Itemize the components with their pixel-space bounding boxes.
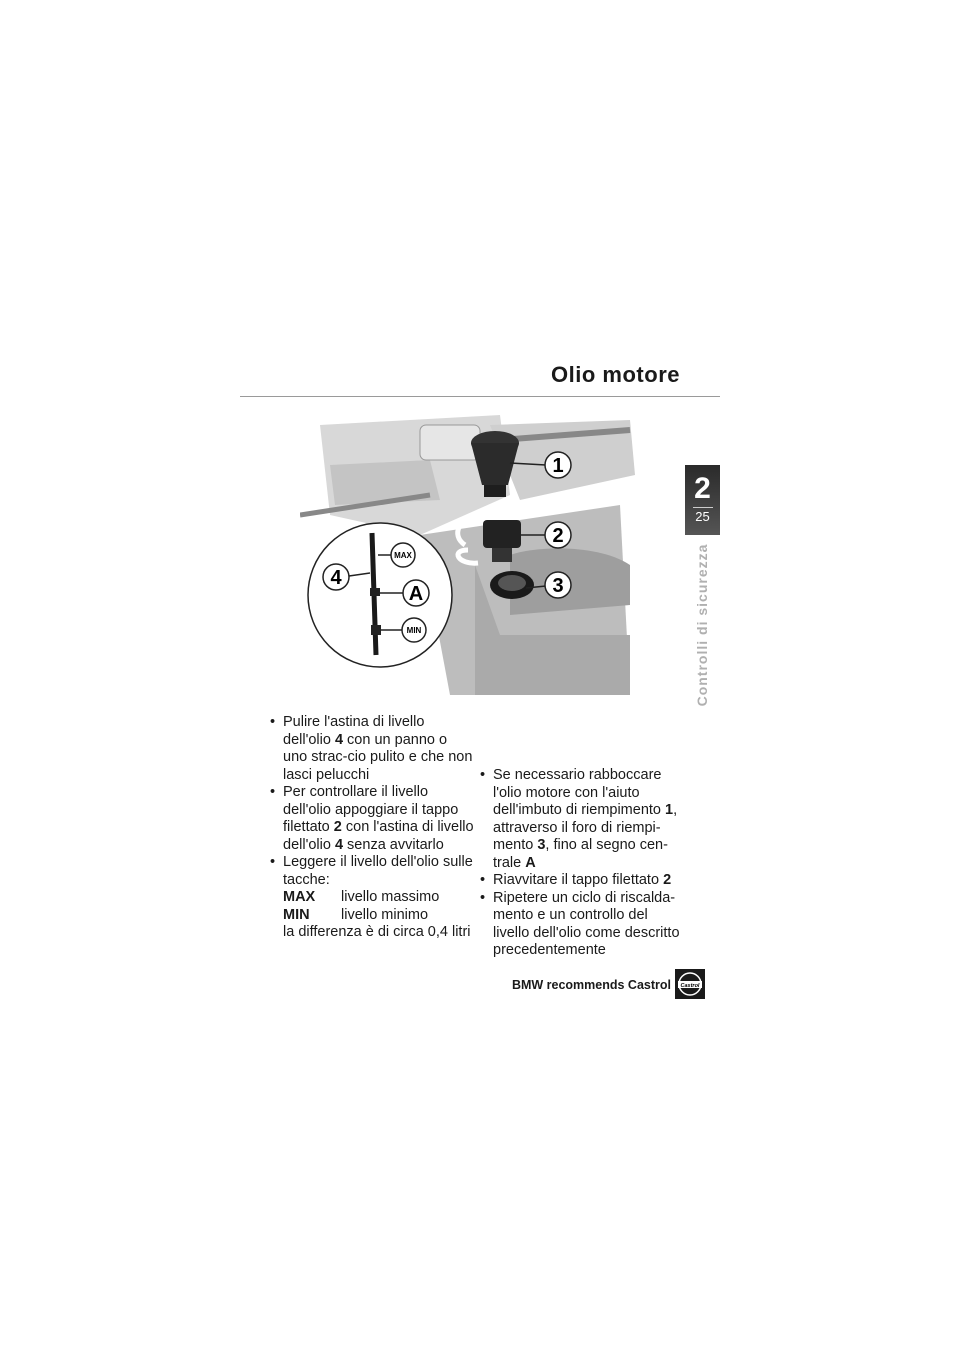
callout-a: A xyxy=(408,583,424,605)
instructions-column-left xyxy=(270,714,475,942)
level-row-max: MAX livello massimo xyxy=(283,889,440,905)
list-item: • Per controllare il livello dell'olio appoggiare il tappo filettato 2 con l'astina di livello dell'olio 4 senza avvitarlo xyxy=(270,784,475,854)
callout-1: 1 xyxy=(552,455,564,477)
engine-part xyxy=(420,425,480,460)
list-item: • Pulire l'astina di livello dell'olio 4 con un panno o uno strac-cio pulito e che non lasci pelucchi xyxy=(270,714,475,784)
callout-3: 3 xyxy=(552,575,564,597)
section-label: Controlli di sicurezza xyxy=(694,543,710,707)
dipstick-band xyxy=(370,588,380,596)
threaded-cap xyxy=(483,520,521,548)
title-divider xyxy=(240,396,720,397)
page-title: Olio motore xyxy=(551,362,680,387)
oil-filling-illustration xyxy=(300,405,640,695)
filler-hole-inner xyxy=(498,575,526,591)
instructions-column-right xyxy=(480,767,685,960)
page-number: 25 xyxy=(695,509,710,524)
funnel-spout xyxy=(484,485,506,497)
castrol-logo-icon xyxy=(675,969,705,999)
footer xyxy=(500,969,705,1001)
level-difference: la differenza è di circa 0,4 litri xyxy=(283,924,471,940)
callout-4: 4 xyxy=(330,567,342,589)
level-row-min: MIN livello minimo xyxy=(283,906,429,923)
cap-thread xyxy=(492,548,512,562)
list-item: • Riavvitare il tappo filettato 2 xyxy=(480,872,685,890)
list-item: • Se necessario rabboccare l'olio motore con l'aiuto dell'imbuto di riempimento 1, attraverso il foro di riempi-mento 3, fino al segno cen-trale A xyxy=(480,767,685,872)
footer-text: BMW recommends Castrol xyxy=(511,978,671,992)
min-mark: MIN xyxy=(406,626,422,635)
callout-2: 2 xyxy=(552,525,564,547)
chapter-tab xyxy=(685,465,720,535)
list-item: • Ripetere un ciclo di riscalda-mento e un controllo del livello dell'olio come descritto precedentemente xyxy=(480,890,685,960)
max-mark: MAX xyxy=(394,551,412,560)
dipstick-band xyxy=(371,625,381,635)
list-item: • Leggere il livello dell'olio sulle tacche: xyxy=(270,854,475,889)
chapter-number: 2 xyxy=(694,472,711,505)
svg-text:Castrol: Castrol xyxy=(680,983,700,989)
